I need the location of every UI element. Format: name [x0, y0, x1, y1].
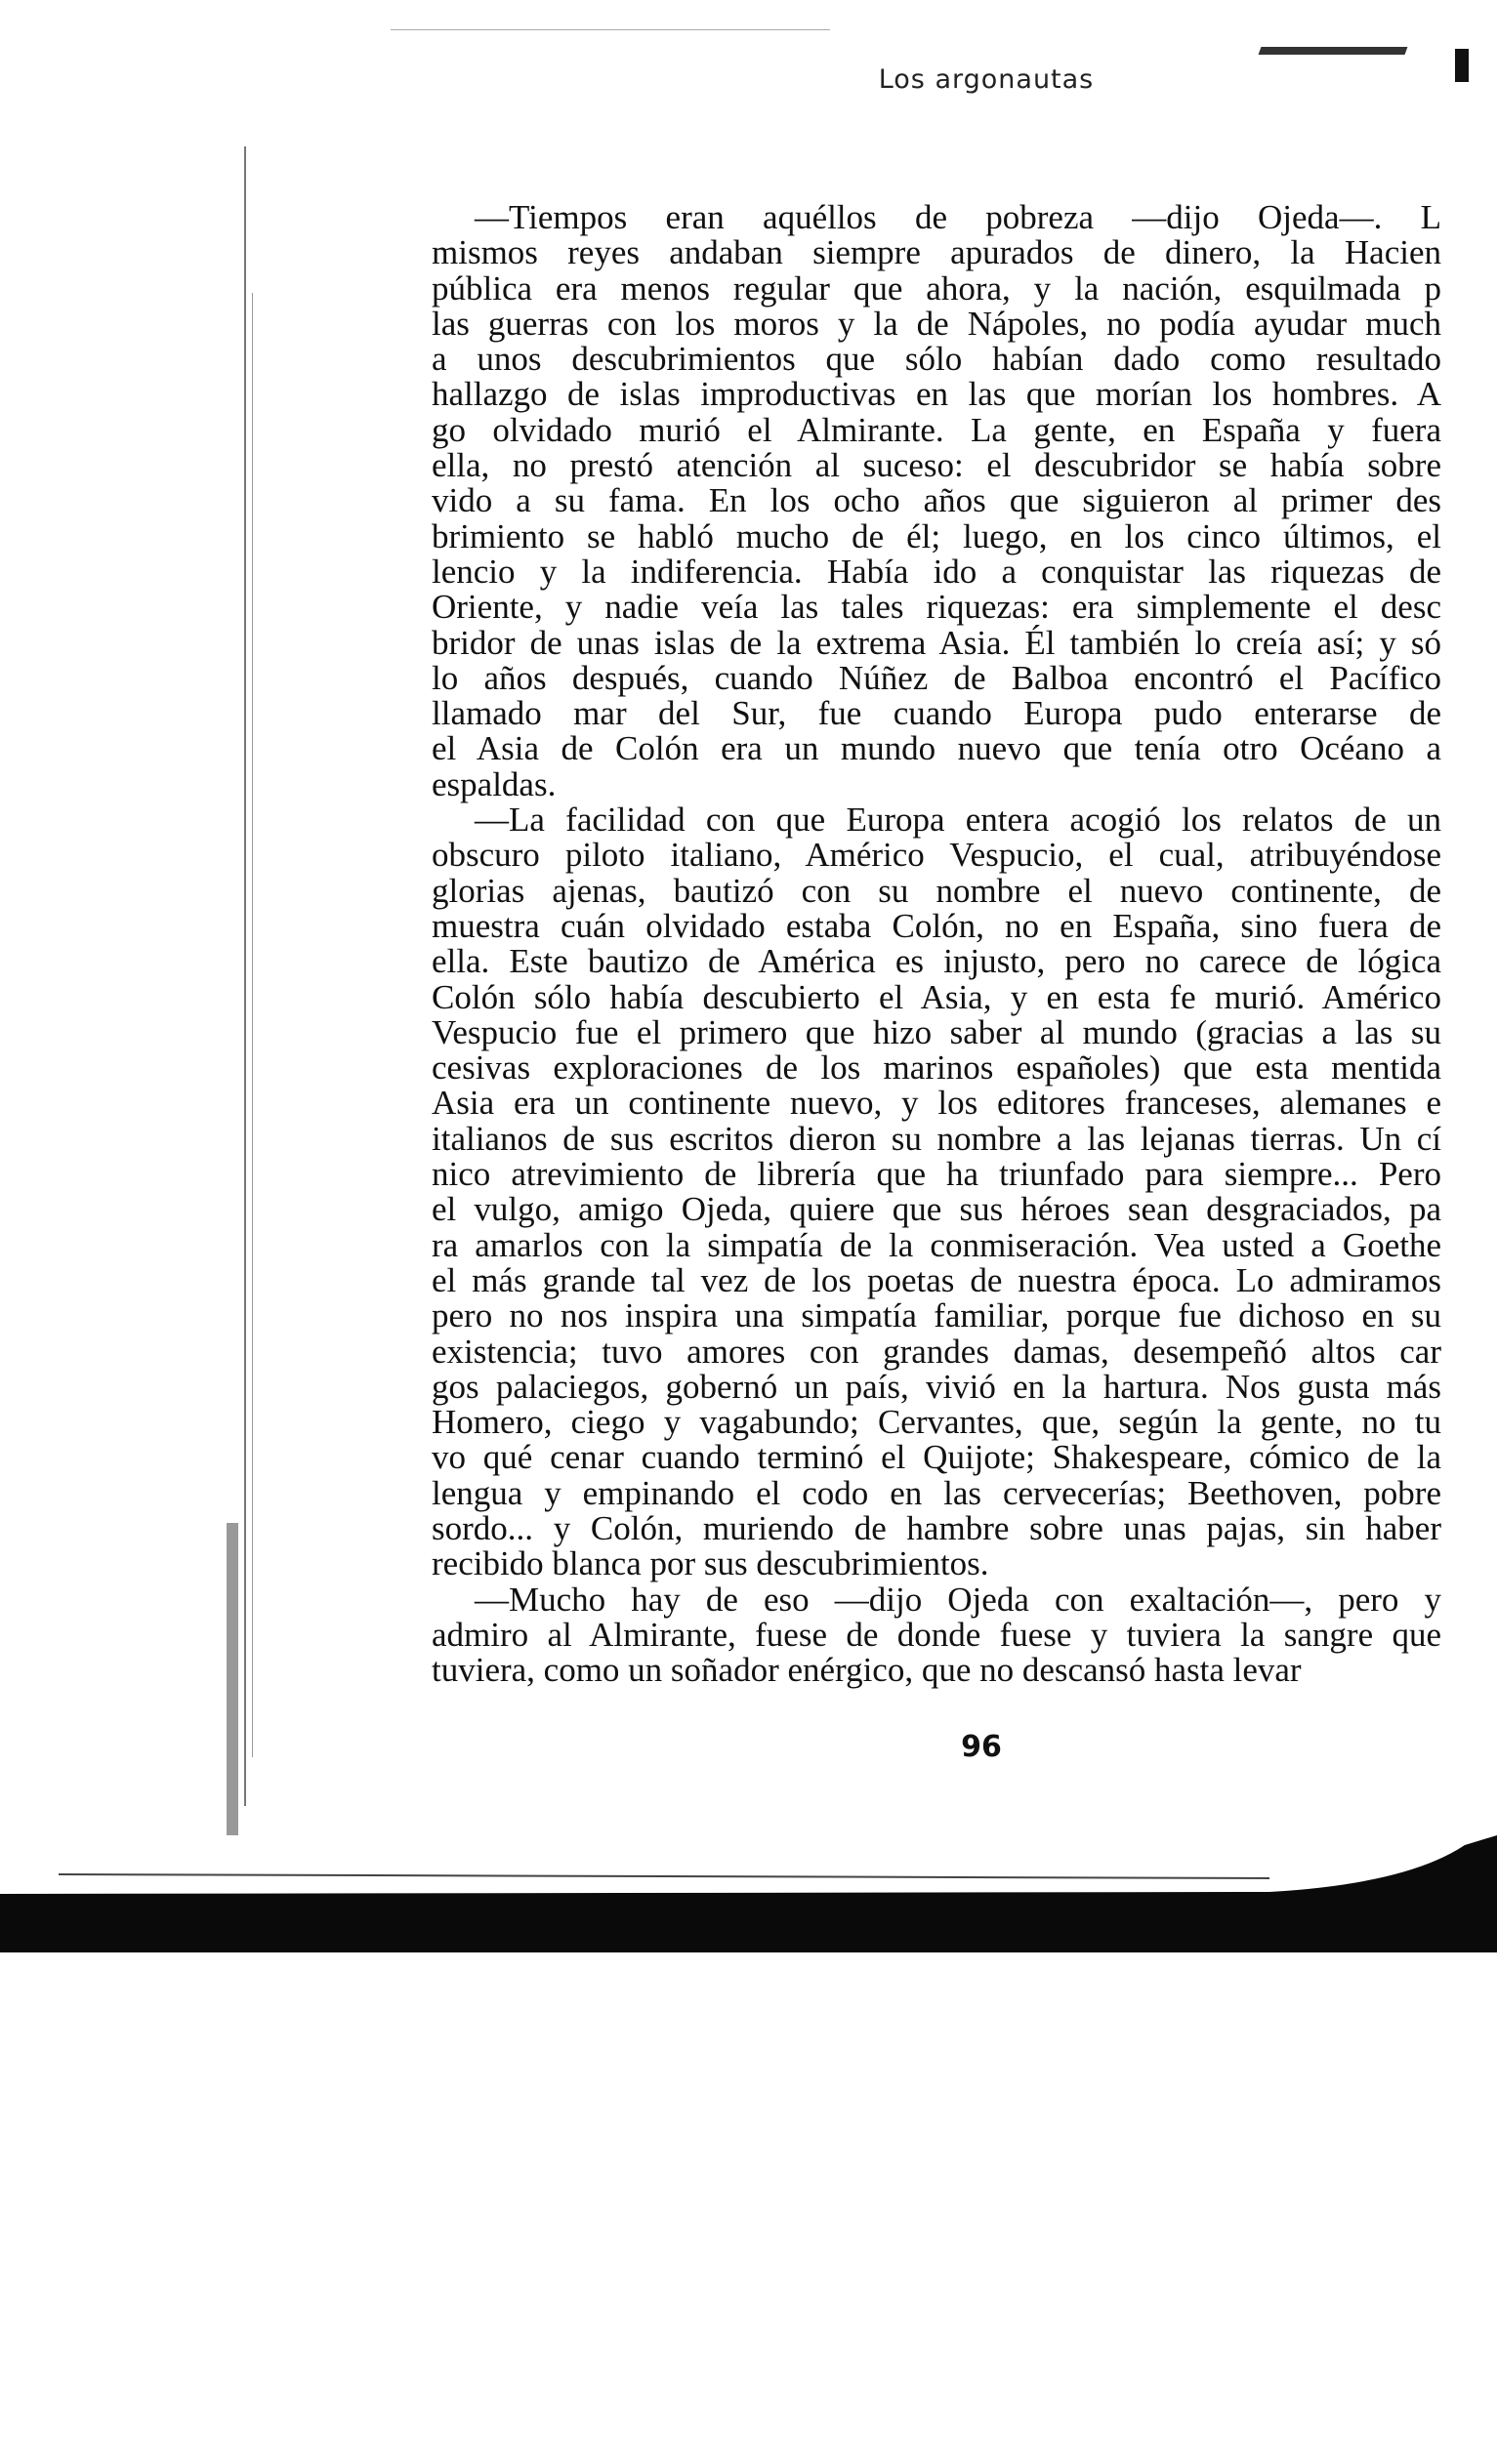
- text-line: ra amarlos con la simpatía de la conmiseración. Vea usted a Goethe: [432, 1225, 1441, 1264]
- text-line: Vespucio fue el primero que hizo saber al mundo (gracias a las su: [432, 1012, 1441, 1051]
- text-line: admiro al Almirante, fuese de donde fuese y tuviera la sangre que: [432, 1615, 1441, 1654]
- text-line: llamado mar del Sur, fue cuando Europa pudo enterarse de: [432, 694, 1441, 733]
- text-line: lencio y la indiferencia. Había ido a conquistar las riquezas de: [432, 552, 1441, 591]
- text-line: existencia; tuvo amores con grandes damas, desempeñó altos car: [432, 1332, 1441, 1371]
- text-line: Colón sólo había descubierto el Asia, y en esta fe murió. Américo: [432, 977, 1441, 1016]
- scan-margin-line: [227, 1523, 238, 1835]
- scan-edge-mark: [1455, 49, 1469, 82]
- text-line: gos palaciegos, gobernó un país, vivió en la hartura. Nos gusta más: [432, 1367, 1441, 1406]
- text-line: obscuro piloto italiano, Américo Vespucio, el cual, atribuyéndose: [432, 836, 1441, 875]
- scan-top-mark: [1259, 47, 1408, 55]
- text-line: mismos reyes andaban siempre apurados de dinero, la Hacien: [432, 233, 1441, 272]
- text-line: lo años después, cuando Núñez de Balboa encontró el Pacífico: [432, 658, 1441, 697]
- text-line: hallazgo de islas improductivas en las que morían los hombres. A: [432, 375, 1441, 414]
- running-header: Los argonautas: [878, 64, 1095, 95]
- page-body-text: [432, 200, 1441, 1688]
- text-line: lengua y empinando el codo en las cervecerías; Beethoven, pobre: [432, 1473, 1441, 1512]
- text-line: brimiento se habló mucho de él; luego, en los cinco últimos, el: [432, 516, 1441, 555]
- scan-margin-line: [244, 146, 246, 1806]
- text-line: vo qué cenar cuando terminó el Quijote; Shakespeare, cómico de la: [432, 1438, 1441, 1477]
- text-line: cesivas exploraciones de los marinos españoles) que esta mentida: [432, 1048, 1441, 1088]
- text-line: Asia era un continente nuevo, y los editores franceses, alemanes e: [432, 1084, 1441, 1123]
- text-line: pública era menos regular que ahora, y la nación, esquilmada p: [432, 268, 1441, 308]
- page-number: 96: [961, 1730, 1002, 1764]
- text-line: ella, no prestó atención al suceso: el descubridor se había sobre: [432, 446, 1441, 485]
- text-line: ella. Este bautizo de América es injusto, pero no carece de lógica: [432, 942, 1441, 981]
- text-line: el Asia de Colón era un mundo nuevo que tenía otro Océano a: [432, 729, 1441, 768]
- text-line: go olvidado murió el Almirante. La gente, en España y fuera: [432, 410, 1441, 449]
- text-line: las guerras con los moros y la de Nápoles, no podía ayudar much: [432, 304, 1441, 343]
- text-line: vido a su fama. En los ocho años que siguieron al primer des: [432, 481, 1441, 520]
- text-line: Oriente, y nadie veía las tales riquezas: era simplemente el desc: [432, 588, 1441, 627]
- text-line: tuviera, como un soñador enérgico, que no descansó hasta levar: [432, 1651, 1302, 1690]
- text-line: espaldas.: [432, 764, 557, 803]
- text-line: nico atrevimiento de librería que ha triunfado para siempre... Pero: [432, 1155, 1441, 1194]
- scan-margin-line: [252, 293, 253, 1757]
- text-line: recibido blanca por sus descubrimientos.: [432, 1544, 989, 1583]
- text-line: —Mucho hay de eso —dijo Ojeda con exaltación—, pero y: [475, 1580, 1441, 1619]
- text-line: —Tiempos eran aquéllos de pobreza —dijo Ojeda—. L: [475, 198, 1441, 236]
- text-line: glorias ajenas, bautizó con su nombre el nuevo continente, de: [432, 871, 1441, 910]
- text-line: el vulgo, amigo Ojeda, quiere que sus héroes sean desgraciados, pa: [432, 1190, 1441, 1229]
- text-line: italianos de sus escritos dieron su nombre a las lejanas tierras. Un cí: [432, 1119, 1441, 1158]
- text-line: Homero, ciego y vagabundo; Cervantes, que, según la gente, no tu: [432, 1403, 1441, 1442]
- text-line: bridor de unas islas de la extrema Asia. Él también lo creía así; y só: [432, 623, 1441, 662]
- scan-bottom-shadow: [0, 1835, 1497, 1952]
- text-line: pero no nos inspira una simpatía familiar, porque fue dichoso en su: [432, 1296, 1441, 1335]
- scan-top-line: [391, 29, 830, 30]
- text-line: el más grande tal vez de los poetas de nuestra época. Lo admiramos: [432, 1260, 1441, 1299]
- text-line: sordo... y Colón, muriendo de hambre sobre unas pajas, sin haber: [432, 1508, 1441, 1547]
- text-line: muestra cuán olvidado estaba Colón, no en España, sino fuera de: [432, 906, 1441, 945]
- text-line: —La facilidad con que Europa entera acogió los relatos de un: [475, 801, 1441, 840]
- text-line: a unos descubrimientos que sólo habían dado como resultado: [432, 340, 1441, 379]
